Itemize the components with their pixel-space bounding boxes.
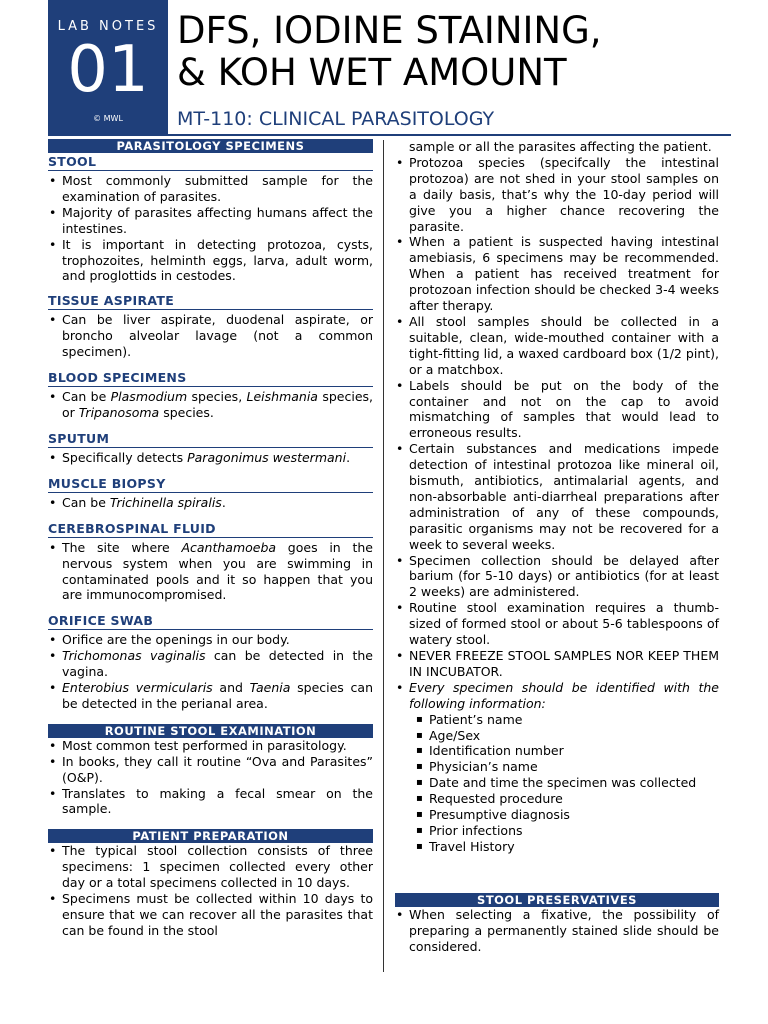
subhead-orifice-swab: ORIFICE SWAB [48,613,373,630]
text-run: Specifically detects [62,449,188,465]
text-run: . [221,494,226,510]
copyright: © MWL [93,114,123,123]
header-divider [168,134,731,136]
list-item-identification-note [395,680,719,855]
list-item: • Certain substances and medications impede detection of intestinal protozoa like mineral oil, bismuth, antibiotics, antimalarial agents, and non-absorbable anti-diarrheal preparations after administration of any of these compounds, parasitic organisms may not be recovered for a week to several weeks. [395,441,719,552]
subhead-sputum: SPUTUM [48,431,373,448]
column-divider [383,140,384,972]
identification-fields-list [415,712,719,855]
subhead-muscle-biopsy: MUSCLE BIOPSY [48,476,373,493]
sputum-list [48,450,373,466]
list-item: ▪ Requested procedure [415,791,719,807]
text-run: species, [187,389,247,405]
list-item: • Majority of parasites affecting humans affect the intestines. [48,205,373,237]
species-name: Plasmodium [110,389,188,405]
list-item: • It is important in detecting protozoa, cysts, trophozoites, helminth eggs, larva, adult worm, and proglottids in cestodes. [48,237,373,285]
preservatives-list [395,907,719,955]
list-item [48,495,373,511]
species-name: Taenia [249,680,291,696]
text-run: Can be [62,494,110,510]
list-item: ▪ Travel History [415,839,719,855]
list-item: • NEVER FREEZE STOOL SAMPLES NOR KEEP THEM IN INCUBATOR. [395,648,719,680]
text-run: Can be [62,389,111,405]
text-run: The site where [62,539,182,555]
subhead-stool: STOOL [48,154,373,171]
species-name: Paragonimus westermani [187,449,347,465]
blood-list [48,389,373,421]
species-name: Trichinella spiralis [109,494,222,510]
list-item: • Orifice are the openings in our body. [48,632,373,648]
species-name: Leishmania [246,389,318,405]
text-run: and [212,680,250,696]
species-name: Acanthamoeba [181,539,277,555]
list-item: • When selecting a fixative, the possibility of preparing a permanently stained slide should be considered. [395,907,719,955]
list-item: ▪ Prior infections [415,823,719,839]
list-item: • Specimen collection should be delayed after barium (for 5-10 days) or antibiotics (for at least 2 weeks) are administered. [395,553,719,601]
list-item [48,540,373,604]
text-run: . [346,449,351,465]
list-item: ▪ Presumptive diagnosis [415,807,719,823]
continued-text: sample or all the parasites affecting the patient. [409,139,712,154]
subhead-blood-specimens: BLOOD SPECIMENS [48,370,373,387]
list-item: ▪ Age/Sex [415,728,719,744]
list-item [48,680,373,712]
section-bar-patient-preparation: PATIENT PREPARATION [48,829,373,843]
text-run: species, or [62,389,373,420]
stool-collection-list [395,155,719,855]
list-item: ▪ Physician’s name [415,759,719,775]
title-line-2: & KOH WET AMOUNT [177,51,567,94]
list-item: ▪ Patient’s name [415,712,719,728]
subhead-cerebrospinal-fluid: CEREBROSPINAL FLUID [48,521,373,538]
list-item [48,389,373,421]
list-item: • Most commonly submitted sample for the examination of parasites. [48,173,373,205]
title-line-1: DFS, IODINE STAINING, [177,9,602,52]
orifice-list [48,632,373,712]
list-item: • Most common test performed in parasitology. [48,738,373,754]
page-title [177,10,602,94]
lab-notes-badge [48,0,168,136]
list-item: • Routine stool examination requires a thumb-sized of formed stool or about 5-6 tablespoons of watery stool. [395,600,719,648]
text-run: species can be detected in the perianal area. [62,680,373,711]
badge-number: 01 [67,33,149,107]
tissue-list [48,312,373,360]
species-name: Trichomonas vaginalis [62,648,206,664]
list-item: ▪ Date and time the specimen was collected [415,775,719,791]
patient-list [48,843,373,938]
identification-note-text: Every specimen should be identified with the following information: [409,679,719,711]
list-item: • In books, they call it routine “Ova and Parasites” (O&P). [48,754,373,786]
routine-list [48,738,373,818]
right-column [395,139,719,955]
list-item: • Translates to making a fecal smear on the sample. [48,786,373,818]
csf-list [48,540,373,604]
badge-label: LAB NOTES [57,19,159,34]
text-run: goes in the nervous system when you are swimming in contaminated pools and it so happen that you are immunocompromised. [62,539,373,603]
text-run: can be detected in the vagina. [62,648,373,680]
species-name: Tripanosoma [78,404,160,420]
stool-list [48,173,373,284]
list-item: • Specimens must be collected within 10 days to ensure that we can recover all the parasites that can be found in the stool [48,891,373,939]
subhead-tissue-aspirate: TISSUE ASPIRATE [48,293,373,310]
section-bar-routine-stool-examination: ROUTINE STOOL EXAMINATION [48,724,373,738]
text-run: species. [159,404,214,420]
list-item: • The typical stool collection consists of three specimens: 1 specimen collected every other day or a total specimens collected in 10 days. [48,843,373,891]
course-subtitle: MT-110: CLINICAL PARASITOLOGY [177,108,495,130]
list-item: • Labels should be put on the body of the container and not on the cap to avoid mismatching of samples that would lead to erroneous results. [395,378,719,442]
list-item [48,450,373,466]
list-item: • Protozoa species (specifcally the intestinal protozoa) are not shed in your stool samples on a daily basis, that’s why the 10-day period will give you a higher chance recovering the parasite. [395,155,719,235]
list-item: • When a patient is suspected having intestinal amebiasis, 6 specimens may be recommended. When a patient has received treatment for protozoan infection should be checked 3-4 weeks after therapy. [395,234,719,314]
list-item [48,648,373,680]
list-item: ▪ Identification number [415,743,719,759]
left-column [48,139,373,939]
species-name: Enterobius vermicularis [62,680,213,696]
list-item: • All stool samples should be collected in a suitable, clean, wide-mouthed container with a tight-fitting lid, a waxed cardboard box (1/2 pint), or a matchbox. [395,314,719,378]
section-bar-stool-preservatives: STOOL PRESERVATIVES [395,893,719,907]
muscle-list [48,495,373,511]
section-bar-parasitology-specimens: PARASITOLOGY SPECIMENS [48,139,373,153]
list-item: • Can be liver aspirate, duodenal aspirate, or broncho alveolar lavage (not a common specimen). [48,312,373,360]
